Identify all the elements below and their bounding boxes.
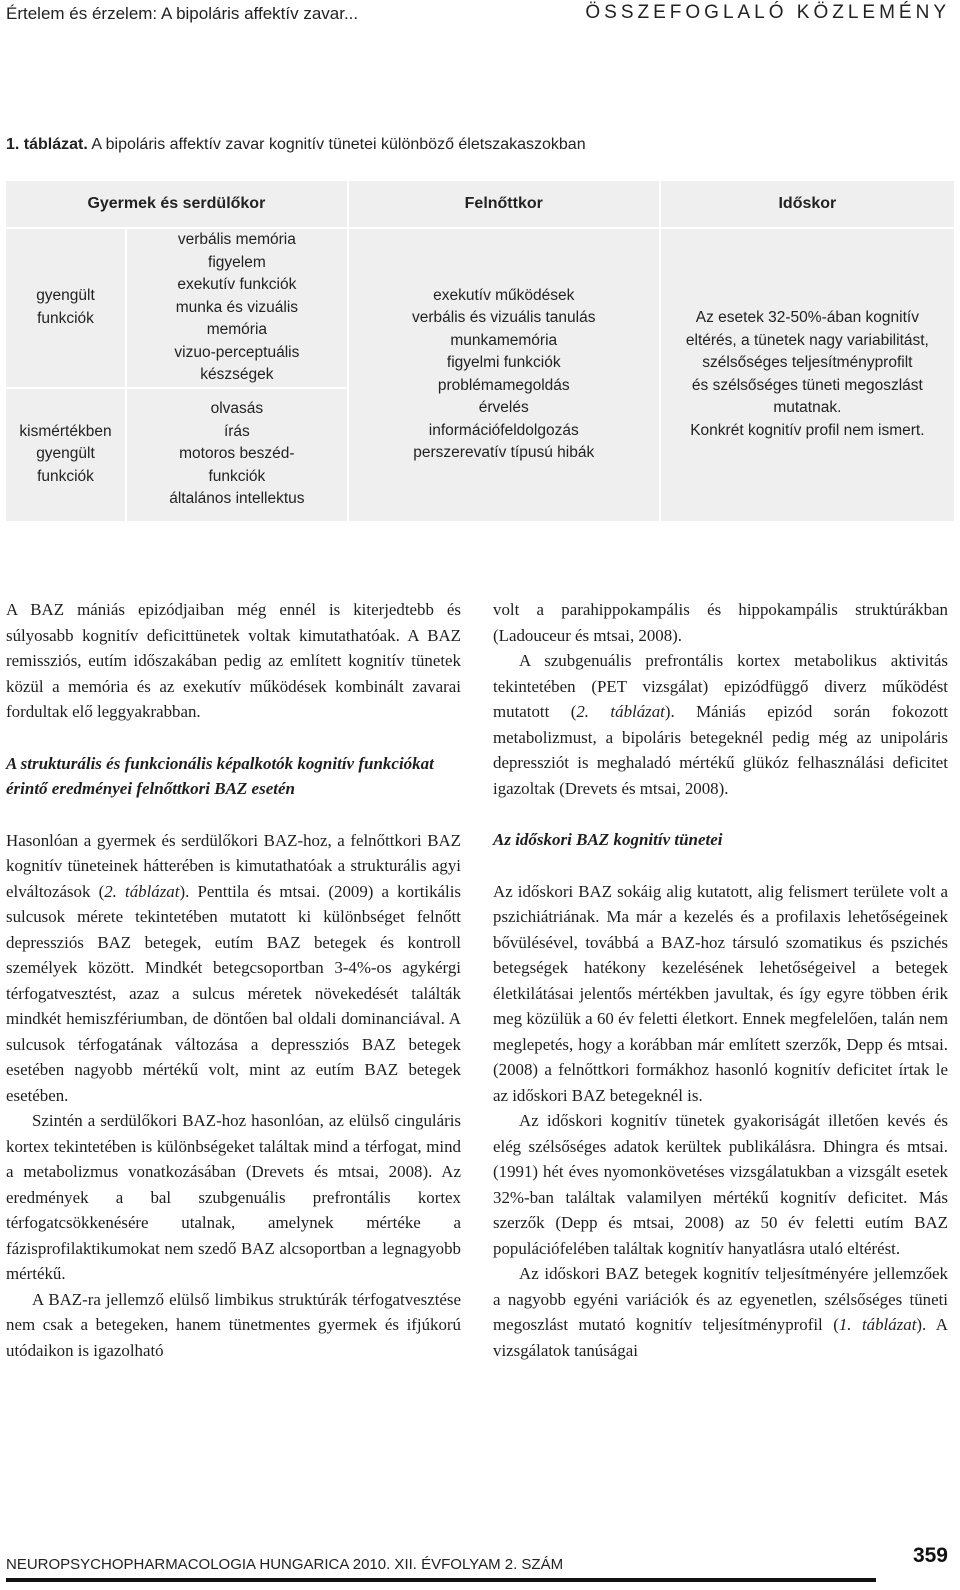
footer-rule (6, 1578, 876, 1582)
section-heading-elderly: Az időskori BAZ kognitív tünetei (493, 830, 723, 849)
right-column (493, 597, 948, 1363)
table-caption (6, 136, 586, 154)
table-caption-label: 1. táblázat. (6, 136, 88, 153)
row-label-impaired: gyengült funkciók (5, 228, 126, 388)
header-adulthood: Felnőttkor (348, 180, 660, 228)
mildly-impaired-functions-list: olvasás írás motoros beszéd- funkciók általános intellektus (126, 388, 348, 522)
header-elderly: Időskor (660, 180, 955, 228)
paragraph: A BAZ mániás epizódjaiban még ennél is kiterjedtebb és súlyosabb kognitív deficittünetek voltak kimutathatóak. A BAZ remissziós, eutím időszakában pedig az említett kognitív tünetek közül a memória és az exekutív működések kombinált zavarai fordultak elő leggyakrabban. (6, 600, 461, 721)
paragraph: A BAZ-ra jellemző elülső limbikus struktúrák térfogatvesztése nem csak a betegeken, hanem tünetmentes gyermek és ifjúkorú utódaikon is igazolható (6, 1289, 461, 1360)
paragraph: Hasonlóan a gyermek és serdülőkori BAZ-hoz, a felnőttkori BAZ kognitív tüneteinek hátterében is kimutathatóak a strukturális agyi elváltozások (2. táblázat). Penttila és mtsai. (2009) a kortikális sulcusok mérete tekintetében mutatott ki különbséget felnőtt depressziós BAZ betegek, eutím BAZ betegek és kontroll személyek között. Mindkét betegcsoportban 3-4%-os agykérgi térfogatvesztést, azaz a sulcus méretek növekedését találták mindkét hemiszfériumban, de döntően bal oldali dominanciával. A sulcusok térfogatának változása a depressziós BAZ betegek esetében nagyobb mértékű volt, mint az eutím BAZ betegek esetében. (6, 830, 461, 1105)
header-childhood: Gyermek és serdülőkor (5, 180, 348, 228)
adult-symptoms-list: exekutív működések verbális és vizuális tanulás munkamemória figyelmi funkciók problémamegoldás érvelés információfeldolgozás perszerevatív típusú hibák (348, 228, 660, 522)
running-header-section: ÖSSZEFOGLALÓ KÖZLEMÉNY (585, 2, 950, 23)
paragraph: Szintén a serdülőkori BAZ-hoz hasonlóan, az elülső cinguláris kortex tekintetében is különbségeket találtak mind a térfogat, mind a metabolizmus vonatkozásában (Drevets és mtsai, 2008). Az eredmények a bal szubgenuális prefrontális kortex térfogatcsökkenésére utalnak, amelynek mértéke a fázisprofilaktikumokat nem szedő BAZ alcsoportban a legnagyobb mértékű. (6, 1111, 461, 1283)
section-heading-adult-imaging: A strukturális és funkcionális képalkotók kognitív funkciókat érintő eredményei felnőttkori BAZ esetén (6, 753, 434, 798)
table-reference: 2. táblázat (104, 881, 180, 901)
running-header-title: Értelem és érzelem: A bipoláris affektív zavar... (6, 4, 359, 23)
paragraph: A szubgenuális prefrontális kortex metabolikus aktivitás tekintetében (PET vizsgálat) epizódfüggő diverz működést mutatott (2. táblázat). Mániás epizód során fokozott metabolizmust, a bipoláris betegeknél pedig még az unipoláris depressziót is meghaladó mértékű glükóz felhasználási deficitet igazoltak (Drevets és mtsai, 2008). (493, 651, 949, 798)
paragraph: Az időskori BAZ betegek kognitív teljesítményére jellemzőek a nagyobb egyéni variációk és az egyenetlen, szélsőséges tüneti megoszlást mutató kognitív teljesítményprofil (1. táblázat). A vizsgálatok tanúságai (493, 1264, 948, 1360)
table-reference: 1. táblázat (838, 1315, 917, 1334)
page-number: 359 (912, 1544, 948, 1567)
left-column (6, 597, 461, 1363)
row-label-mildly-impaired: kismértékben gyengült funkciók (5, 388, 126, 522)
paragraph: volt a parahippokampális és hippokampális struktúrákban (Ladouceur és mtsai, 2008). (493, 600, 948, 645)
impaired-functions-list: verbális memória figyelem exekutív funkciók munka és vizuális memória vizuo-perceptuális készségek (126, 228, 348, 388)
paragraph: Az időskori kognitív tünetek gyakoriságát illetően kevés és elég szélsőséges adatok kerültek publikálásra. Dhingra és mtsai. (1991) hét éves nyomonkövetéses vizsgálatukban a vizsgált esetek 32%-ban találtak valamilyen mértékű kognitív deficitet. Más szerzők (Depp és mtsai, 2008) az 50 év feletti eutím BAZ populációfelében találtak kognitív hanyatlásra utaló eltérést. (493, 1111, 948, 1258)
table-reference: 2. táblázat (576, 702, 665, 721)
journal-footer: NEUROPSYCHOPHARMACOLOGIA HUNGARICA 2010. XII. ÉVFOLYAM 2. SZÁM (6, 1556, 564, 1573)
table-caption-text: A bipoláris affektív zavar kognitív tünetei különböző életszakaszokban (87, 136, 586, 153)
paragraph: Az időskori BAZ sokáig alig kutatott, alig felismert területe volt a pszichiátriának. Ma már a kezelés és a profilaxis lehetőségeinek bővülésével, továbbá a BAZ-hoz társuló szomatikus és pszichés betegségek hatékony kezelésének lehetőségeivel a betegek életkilátásai jelentős mértékben javultak, és így egyre többen érik meg közülük a 60 év feletti életkort. Ennek megfelelően, talán nem meglepetés, hogy a korábban már említett szerzők, Depp és mtsai. (2008) a felnőttkori formákhoz hasonló kognitív deficitet írtak le az időskori BAZ betegeknél is. (493, 881, 948, 1105)
cognitive-symptoms-table (4, 179, 956, 523)
elderly-symptoms-text: Az esetek 32-50%-ában kognitív eltérés, a tünetek nagy variabilitást, szélsőséges teljesítményprofilt és szélsőséges tüneti megoszlást mutatnak. Konkrét kognitív profil nem ismert. (660, 228, 955, 522)
